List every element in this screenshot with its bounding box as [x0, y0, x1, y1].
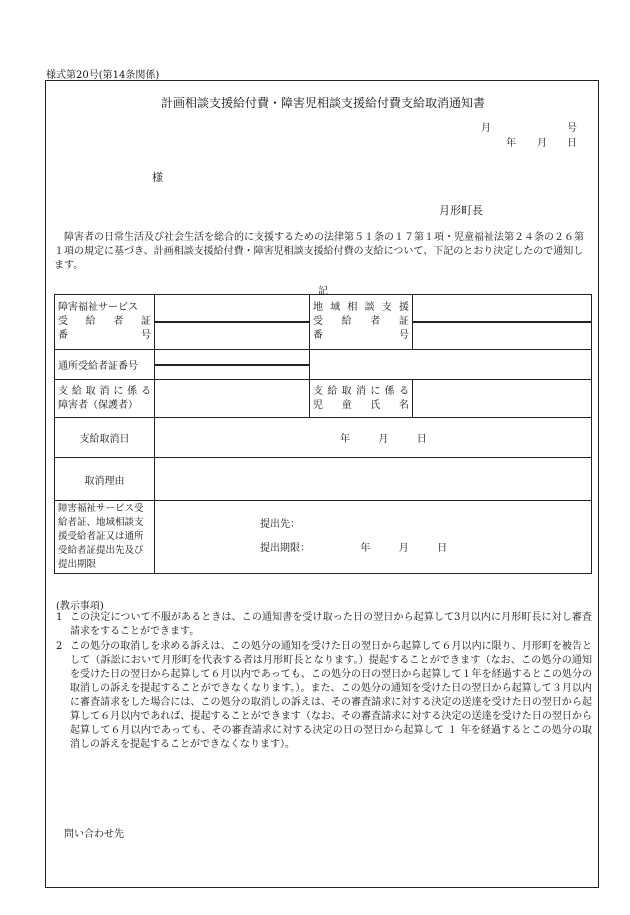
header-year-label: 年: [506, 138, 516, 149]
note-number: 2: [56, 641, 63, 652]
header-month-date-label: 月: [537, 138, 547, 149]
cancel-child-label: [310, 380, 413, 418]
service-cert-line1: 障害福祉サービス: [58, 302, 138, 313]
document-title: 計画相談支援給付費・障害児相談支援給付費支給取消通知書: [160, 96, 485, 110]
submission-field[interactable]: [155, 501, 592, 574]
notes-list: [56, 611, 592, 753]
note-number: 1: [56, 612, 63, 623]
submission-deadline-row: [260, 537, 588, 561]
recipient-suffix: 様: [152, 171, 163, 184]
submission-label: 障害福祉サービス受給者証、地域相談支援受給者証又は通所受給者証提出先及び提出期限: [55, 501, 155, 574]
service-cert-line3: 番 号: [58, 330, 151, 341]
cancel-reason-field[interactable]: [155, 458, 592, 501]
deadline-month: 月: [398, 543, 409, 554]
day-cert-label: 通所受給者証番号: [55, 350, 155, 380]
cancel-date-month: 月: [378, 434, 389, 445]
community-cert-line3: 番 号: [313, 330, 409, 341]
issuer-name: 月形町長: [439, 204, 483, 217]
cancel-date-year: 年: [340, 434, 350, 445]
notice-frame: [45, 80, 599, 888]
row2-blank: [310, 350, 592, 380]
note-text: この決定について不服があるときは、この通知書を受け取った日の翌日から起算して3月以内に月形町長に対し審査請求をすることができます。: [70, 612, 592, 637]
header-day-label: 日: [567, 138, 577, 149]
community-cert-number-field[interactable]: [413, 295, 592, 350]
cancel-person-line1: 支給取消に係る: [58, 385, 151, 397]
cancel-date-label: 支給取消日: [55, 418, 155, 458]
service-cert-label: [55, 295, 155, 350]
header-number-label: 号: [567, 123, 577, 134]
community-cert-label: [310, 295, 413, 350]
service-cert-number-field[interactable]: [155, 295, 310, 350]
notes-heading: (教示事項): [56, 601, 104, 612]
cancel-child-line2: 児 童 氏 名: [313, 399, 409, 411]
cancel-date-field[interactable]: [155, 418, 592, 458]
note-item: [56, 611, 592, 639]
ki-heading: 記: [318, 286, 328, 297]
day-cert-number-field[interactable]: [155, 350, 310, 380]
cancel-person-line2: 障害者（保護者）: [58, 399, 138, 411]
note-text: この処分の取消しを求める訴えは、この処分の通知を受けた日の翌日から起算して６月以内に限り、月形町を被告として（訴訟において月形町を代表する者は月形町長となります。）提起することができます（なお、この処分の通知を受けた日の翌日から起算して６月以内であっても、この処分の日の翌日から起算して１年を経過するとこの処分の取消しの訴えを提起することができなくなります。）。また、この処分の通知を受けた日の翌日から起算して３月以内に審査請求をした場合には、この処分の取消しの訴えは、その審査請求に対する決定の送達を受けた日の翌日から起算して６月以内であれば、提起することができます（なお、その審査請求に対する決定の送達を受けた日の翌日から起算して６月以内であっても、その審査請求に対する決定の日の翌日から起算して １ 年を経過するとこの処分の取消しの訴えを提起することができなくなります）。: [70, 641, 592, 750]
cancel-person-label: [55, 380, 155, 418]
deadline-day: 日: [437, 543, 448, 554]
contact-label: 問い合わせ先: [64, 829, 124, 840]
community-cert-line1: 地 域 相 談 支 援: [313, 302, 409, 313]
cancel-person-field[interactable]: [155, 380, 310, 418]
cancel-child-line1: 支給取消に係る: [313, 385, 409, 397]
service-cert-line2: 受 給 者 証: [58, 316, 151, 327]
community-cert-line2: 受 給 者 証: [313, 316, 409, 327]
form-number: 様式第20号(第14条関係): [46, 70, 160, 81]
submission-deadline-label: 提出期限：: [260, 543, 310, 554]
body-text: 障害者の日常生活及び社会生活を総合的に支援するための法律第５１条の１７第１項・児童福祉法第２４条の２６第１項の規定に基づき、計画相談支援給付費・障害児相談支援給付費の支給について、下記のとおり決定したので通知します。: [54, 232, 584, 271]
deadline-year: 年: [360, 543, 371, 554]
note-item: [56, 640, 592, 752]
cancel-reason-label: 取消理由: [55, 458, 155, 501]
header-month-label: 月: [481, 123, 491, 134]
submission-dest-label: 提出先：: [260, 519, 300, 530]
details-table: [54, 294, 592, 574]
cancel-child-field[interactable]: [413, 380, 592, 418]
cancel-date-day: 日: [416, 434, 427, 445]
